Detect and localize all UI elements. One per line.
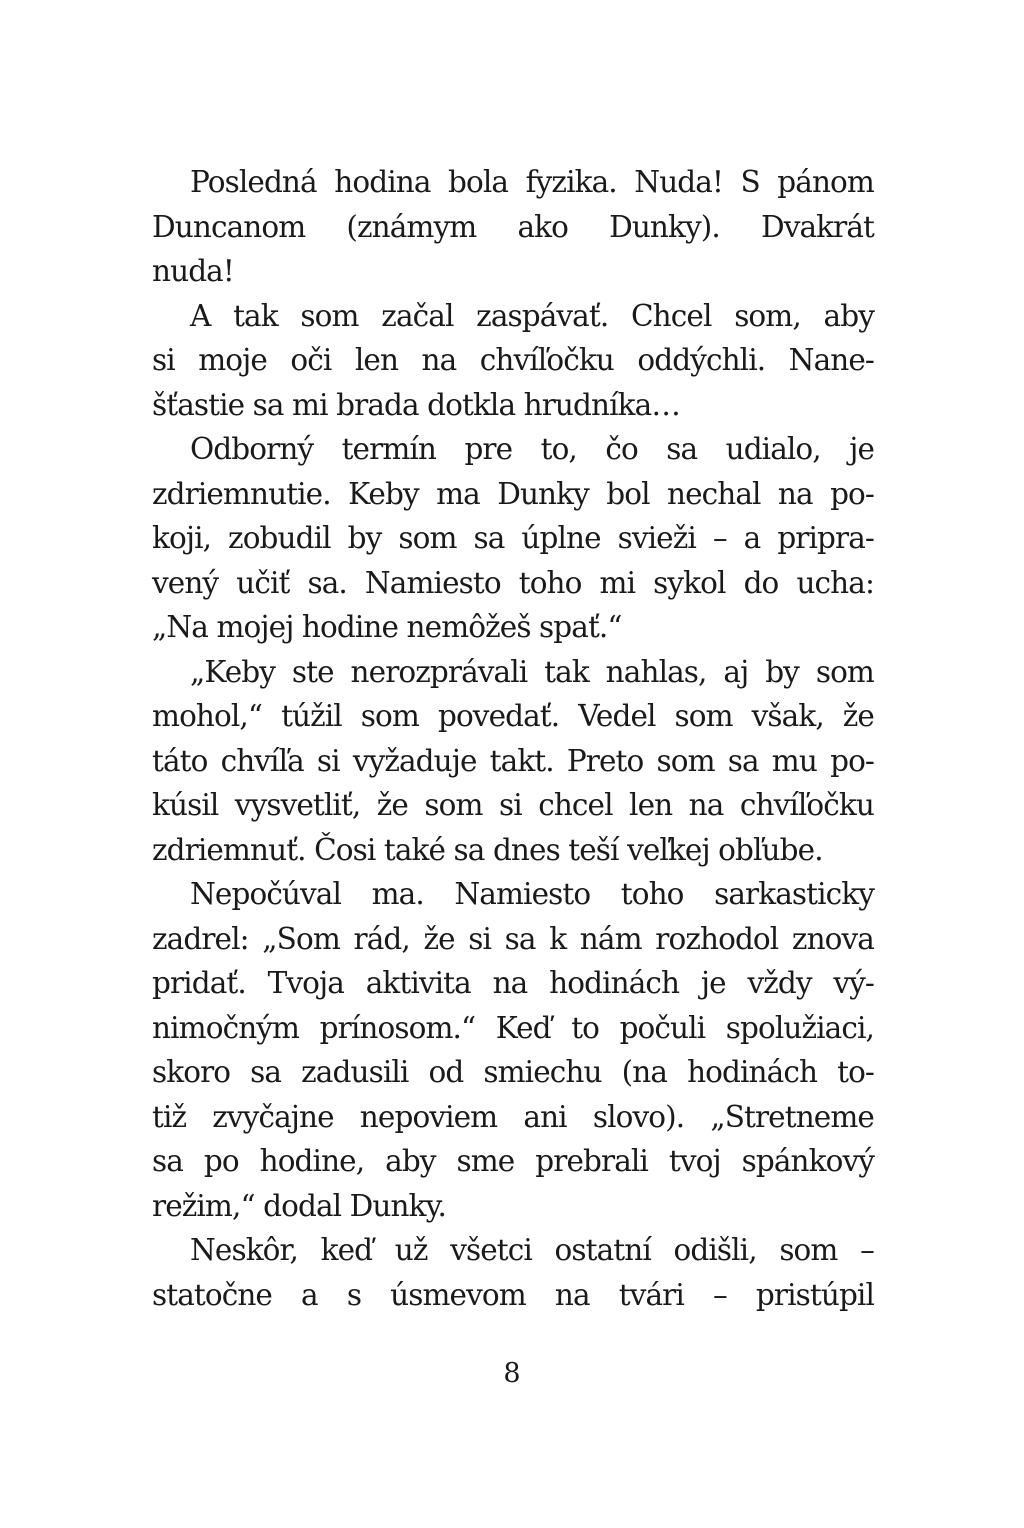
text-line: táto chvíľa si vyžaduje takt. Preto som sa mu po- <box>152 743 874 778</box>
text-line: zdriemnuť. Čosi také sa dnes teší veľkej obľube. <box>152 832 823 867</box>
text-line: režim,“ dodal Dunky. <box>152 1188 446 1223</box>
text-line: „Keby ste nerozprávali tak nahlas, aj by som <box>190 654 874 689</box>
text-line: Duncanom (známym ako Dunky). Dvakrát <box>152 209 874 244</box>
text-line: koji, zobudil by som sa úplne svieži – a pripra- <box>152 521 874 555</box>
text-line: nimočným prínosom.“ Keď to počuli spolužiaci, <box>152 1010 874 1045</box>
text-line: tiž zvyčajne nepoviem ani slovo). „Stretneme <box>152 1099 874 1134</box>
text-line: statočne a s úsmevom na tvári – pristúpil <box>152 1277 874 1312</box>
text-line: zdriemnutie. Keby ma Dunky bol nechal na po- <box>152 476 874 511</box>
text-line: kúsil vysvetliť, že som si chcel len na chvíľočku <box>152 788 874 822</box>
text-line: sa po hodine, aby sme prebrali tvoj spánkový <box>152 1144 874 1178</box>
text-line: Neskôr, keď už všetci ostatní odišli, som – <box>190 1233 874 1267</box>
text-line: mohol,“ túžil som povedať. Vedel som však, že <box>152 699 874 733</box>
text-line: vený učiť sa. Namiesto toho mi sykol do ucha: <box>152 565 874 600</box>
page-number: 8 <box>503 1358 521 1389</box>
text-line: A tak som začal zaspávať. Chcel som, aby <box>190 298 874 333</box>
text-line: skoro sa zadusili od smiechu (na hodinách to- <box>152 1055 874 1089</box>
body-text <box>152 160 874 1317</box>
text-line: Posledná hodina bola fyzika. Nuda! S pánom <box>190 165 874 199</box>
text-line: pridať. Tvoja aktivita na hodinách je vždy vý- <box>152 966 874 1000</box>
text-line: šťastie sa mi brada dotkla hrudníka… <box>152 387 680 422</box>
text-line: zadrel: „Som rád, že si sa k nám rozhodol znova <box>152 921 874 956</box>
text-line: Nepočúval ma. Namiesto toho sarkasticky <box>190 877 874 911</box>
text-line: si moje oči len na chvíľočku oddýchli. Nane- <box>152 343 874 377</box>
text-line: „Na mojej hodine nemôžeš spať.“ <box>152 610 622 644</box>
text-line: nuda! <box>152 254 234 288</box>
text-line: Odborný termín pre to, čo sa udialo, je <box>190 432 874 466</box>
